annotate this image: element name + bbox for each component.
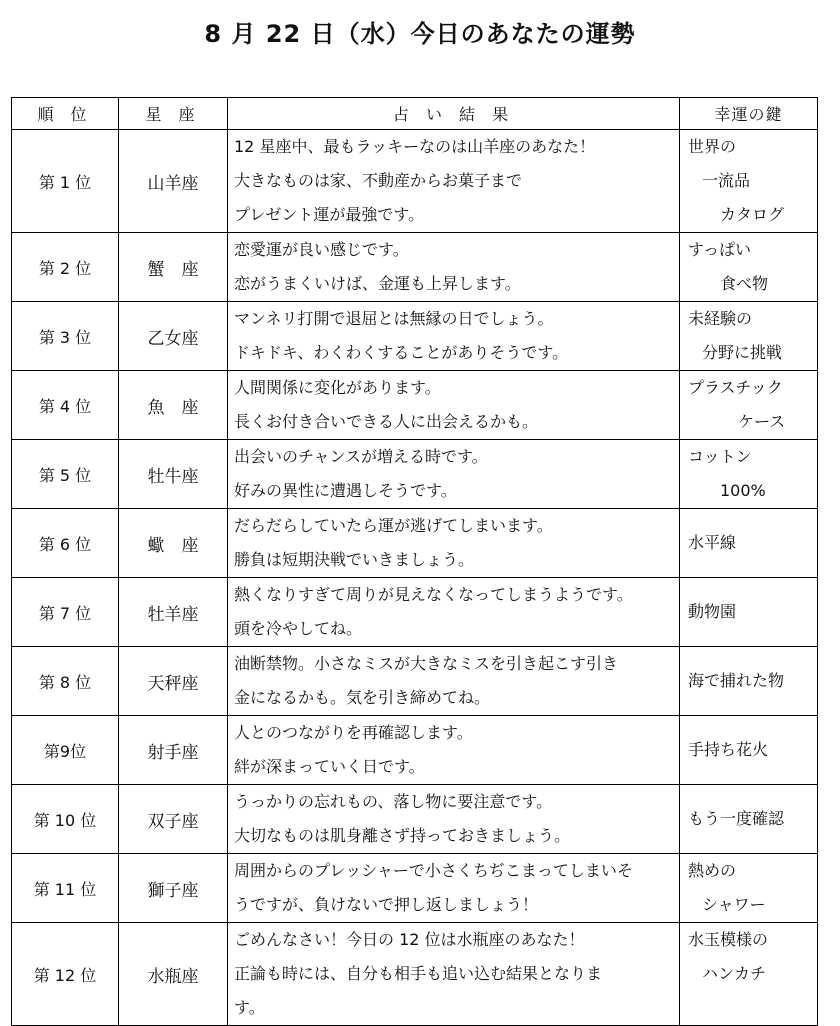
header-row	[12, 98, 818, 130]
lucky-key-line: 動物園	[688, 602, 737, 621]
table-row	[12, 923, 818, 1026]
lucky-key-line: 水平線	[688, 533, 737, 552]
lucky-key-cell	[680, 647, 818, 716]
lucky-key-line: 手持ち花火	[688, 740, 769, 759]
fortune-table	[11, 97, 818, 1026]
result-line: 12 星座中、最もラッキーなのは山羊座のあなた！	[234, 137, 596, 156]
result-line: 大きなものは家、不動産からお菓子まで	[234, 171, 523, 190]
lucky-key-line: 水玉模様の	[688, 930, 769, 949]
result-line: うですが、負けないで押し返しましょう！	[234, 895, 539, 914]
table-row	[12, 130, 818, 233]
result-cell	[228, 578, 680, 647]
rank-cell: 第9位	[12, 716, 119, 785]
sign-cell: 牡牛座	[119, 440, 228, 509]
sign-cell: 魚 座	[119, 371, 228, 440]
result-line: 人間関係に変化があります。	[234, 378, 441, 397]
result-line: 恋がうまくいけば、金運も上昇します。	[234, 274, 521, 293]
result-line: 恋愛運が良い感じです。	[234, 240, 409, 259]
rank-cell: 第 5 位	[12, 440, 119, 509]
header-sign: 星 座	[119, 98, 228, 130]
result-line: 金になるかも。気を引き締めてね。	[234, 688, 491, 707]
result-line: 出会いのチャンスが増える時です。	[234, 447, 488, 466]
sign-cell: 双子座	[119, 785, 228, 854]
rank-cell: 第 7 位	[12, 578, 119, 647]
rank-cell: 第 10 位	[12, 785, 119, 854]
lucky-key-line: 海で捕れた物	[688, 671, 785, 690]
header-result: 占 い 結 果	[228, 98, 680, 130]
table-row	[12, 647, 818, 716]
result-line: 絆が深まっていく日です。	[234, 757, 425, 776]
result-cell	[228, 647, 680, 716]
rank-cell: 第 2 位	[12, 233, 119, 302]
rank-cell: 第 11 位	[12, 854, 119, 923]
result-line: 大切なものは肌身離さず持っておきましょう。	[234, 826, 571, 845]
lucky-key-cell	[680, 509, 818, 578]
sign-cell: 山羊座	[119, 130, 228, 233]
sign-cell: 水瓶座	[119, 923, 228, 1026]
result-cell	[228, 233, 680, 302]
lucky-key-line: 熱めの	[688, 861, 737, 880]
rank-cell: 第 12 位	[12, 923, 119, 1026]
lucky-key-line: シャワー	[702, 895, 766, 914]
result-cell	[228, 509, 680, 578]
result-line: 油断禁物。小さなミスが大きなミスを引き起こす引き	[234, 654, 619, 673]
table-row	[12, 233, 818, 302]
result-line: ドキドキ、わくわくすることがありそうです。	[234, 343, 569, 362]
sign-cell: 射手座	[119, 716, 228, 785]
result-cell	[228, 716, 680, 785]
lucky-key-cell	[680, 923, 818, 1026]
result-line: 頭を冷やしてね。	[234, 619, 363, 638]
result-cell	[228, 923, 680, 1026]
result-line: 正論も時には、自分も相手も追い込む結果となりま	[234, 964, 603, 983]
rank-cell: 第 4 位	[12, 371, 119, 440]
result-line: す。	[234, 998, 265, 1017]
lucky-key-line: ハンカチ	[702, 964, 767, 983]
lucky-key-cell	[680, 785, 818, 854]
lucky-key-cell	[680, 440, 818, 509]
rank-cell: 第 1 位	[12, 130, 119, 233]
lucky-key-cell	[680, 233, 818, 302]
lucky-key-line: 100%	[720, 481, 766, 500]
result-line: プレゼント運が最強です。	[234, 205, 425, 224]
lucky-key-line: 食べ物	[720, 274, 769, 293]
rank-cell: 第 8 位	[12, 647, 119, 716]
page-title: 8 月 22 日（水）今日のあなたの運勢	[204, 20, 636, 48]
lucky-key-line: すっぱい	[688, 240, 752, 259]
lucky-key-line: カタログ	[720, 205, 785, 224]
result-line: うっかりの忘れもの、落し物に要注意です。	[234, 792, 553, 811]
result-cell	[228, 371, 680, 440]
lucky-key-line: 分野に挑戦	[702, 343, 783, 362]
lucky-key-cell	[680, 854, 818, 923]
lucky-key-line: コットン	[688, 447, 752, 466]
sign-cell: 乙女座	[119, 302, 228, 371]
table-row	[12, 302, 818, 371]
lucky-key-line: ケース	[738, 412, 786, 431]
result-line: 人とのつながりを再確認します。	[234, 723, 473, 742]
table-row	[12, 578, 818, 647]
lucky-key-cell	[680, 578, 818, 647]
result-line: 好みの異性に遭遇しそうです。	[234, 481, 457, 500]
lucky-key-cell	[680, 371, 818, 440]
table-row	[12, 440, 818, 509]
result-line: 熱くなりすぎて周りが見えなくなってしまうようです。	[234, 585, 633, 604]
table-row	[12, 371, 818, 440]
result-cell	[228, 302, 680, 371]
lucky-key-cell	[680, 302, 818, 371]
rank-cell: 第 3 位	[12, 302, 119, 371]
lucky-key-cell	[680, 716, 818, 785]
result-line: だらだらしていたら運が逃げてしまいます。	[234, 516, 553, 535]
result-cell	[228, 130, 680, 233]
lucky-key-cell	[680, 130, 818, 233]
table-row	[12, 785, 818, 854]
header-rank: 順 位	[12, 98, 119, 130]
sign-cell: 蟹 座	[119, 233, 228, 302]
result-cell	[228, 785, 680, 854]
result-line: 長くお付き合いできる人に出会えるかも。	[234, 412, 539, 431]
table-row	[12, 854, 818, 923]
rank-cell: 第 6 位	[12, 509, 119, 578]
result-line: 周囲からのプレッシャーで小さくちぢこまってしまいそ	[234, 861, 633, 880]
lucky-key-line: プラスチック	[688, 378, 783, 397]
sign-cell: 天秤座	[119, 647, 228, 716]
result-line: マンネリ打開で退屈とは無縁の日でしょう。	[234, 309, 554, 328]
lucky-key-line: 世界の	[688, 137, 737, 156]
result-cell	[228, 854, 680, 923]
lucky-key-line: 一流品	[702, 171, 751, 190]
sign-cell: 獅子座	[119, 854, 228, 923]
lucky-key-line: もう一度確認	[688, 809, 785, 828]
result-cell	[228, 440, 680, 509]
sign-cell: 蠍 座	[119, 509, 228, 578]
header-key: 幸運の鍵	[680, 98, 818, 130]
table-row	[12, 716, 818, 785]
lucky-key-line: 未経験の	[688, 309, 753, 328]
sign-cell: 牡羊座	[119, 578, 228, 647]
result-line: 勝負は短期決戦でいきましょう。	[234, 550, 475, 569]
table-row	[12, 509, 818, 578]
result-line: ごめんなさい！今日の 12 位は水瓶座のあなた！	[234, 930, 585, 949]
